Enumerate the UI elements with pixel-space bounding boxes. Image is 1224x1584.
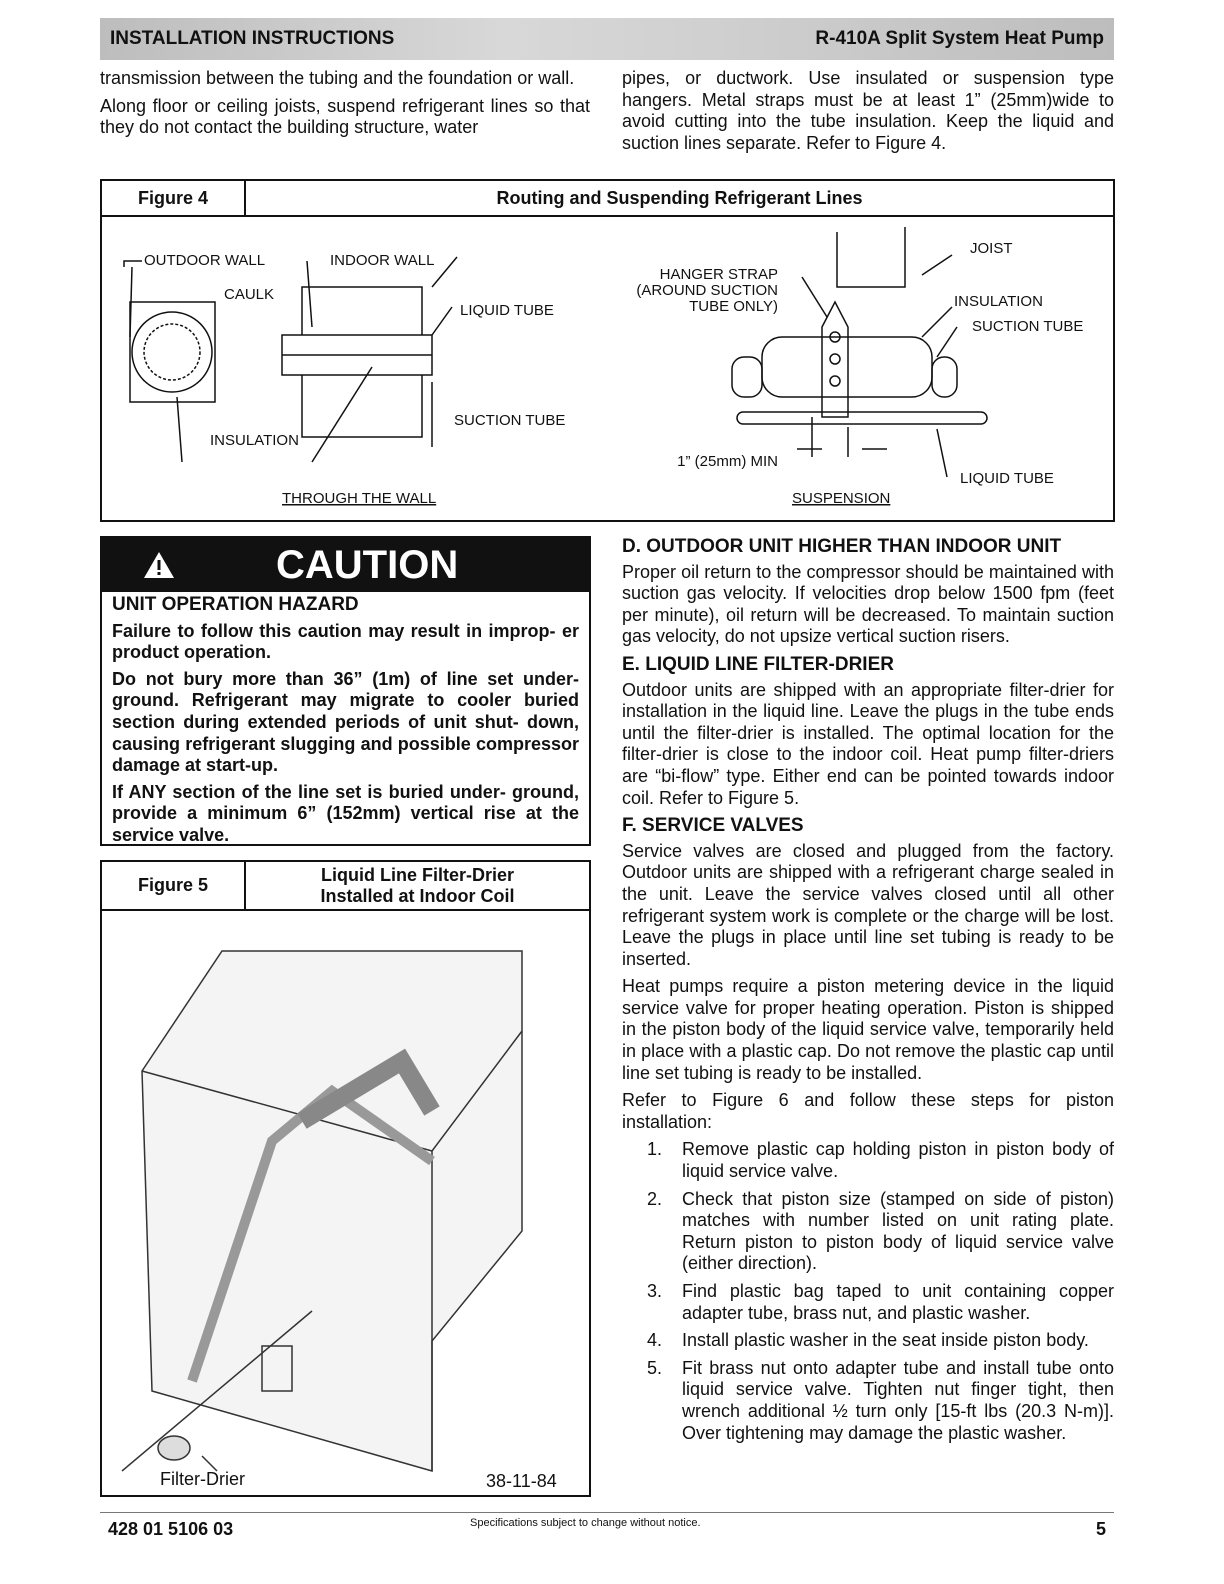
suspension-drawing [636,227,1083,507]
list-item: 4. Install plastic washer in the seat inside piston body. [646,1330,1089,1351]
figure-4 [100,179,1115,522]
page-footer [100,1512,1114,1539]
label-hanger-strap: HANGER STRAP [659,266,778,283]
intro-left [100,68,590,145]
caution-text: Failure to follow this caution may result in improp- er product operation. [112,620,579,663]
footer-notice: Specifications subject to change without notice. [470,1517,701,1529]
page-number: 5 [1095,1519,1106,1539]
header-left: INSTALLATION INSTRUCTIONS [110,28,395,49]
intro-right [622,68,1114,160]
label-liquid-tube: LIQUID TUBE [460,302,554,319]
figure-title: Routing and Suspending Refrigerant Lines [496,187,863,208]
heading-f: F. SERVICE VALVES [622,815,804,837]
paragraph: Outdoor units are shipped with an appropriate filter-drier for installation in the liquid line. Leave the plugs in the tube ends until the filter-drier is installed. The optimal location for the filter-drier is close to the indoor coil. Heat pump filter-driers are “bi-flow” type. Either end can be pointed towards indoor coil. Refer to Figure 5. [622,679,1114,808]
list-item: 5. Fit brass nut onto adapter tube and install tube onto liquid service valve. Tighten nut finger tight, then wrench additional ½ turn only [15-ft lbs (20.3 N-m)]. Over tightening may damage the plastic washer. [646,1357,1114,1443]
label-outdoor-wall: OUTDOOR WALL [144,252,266,269]
caution-text: Do not bury more than 36” (1m) of line set under- ground. Refrigerant may migrate to cooler buried section during extended periods of unit shut- down, causing refrigerant slugging and possible compressor damage at start-up. [112,668,579,776]
figure-title-2: Installed at Indoor Coil [320,885,515,906]
caution-box [100,536,591,846]
caption-suspension: SUSPENSION [792,490,891,507]
label-caulk: CAULK [224,286,275,303]
caution-title: CAUTION [276,542,459,587]
page-header [100,18,1114,60]
label-hanger-strap-3: TUBE ONLY) [689,298,778,315]
paragraph: Heat pumps require a piston metering device in the liquid service valve for proper heating operation. Piston is shipped in the piston body of the liquid service valve, temporarily held in place with a plastic cap. Do not remove the plastic cap until line set tubing is ready to be installed. [622,976,1114,1083]
label-suction-tube: SUCTION TUBE [972,318,1084,335]
label-min-width: 1” (25mm) MIN [677,453,778,470]
figure-code: 38-11-84 [486,1471,557,1491]
list-item: 1. Remove plastic cap holding piston in piston body of liquid service valve. [646,1139,1114,1182]
figure-label: Figure 5 [102,862,246,909]
paragraph: transmission between the tubing and the foundation or wall. [100,68,575,88]
list-item: 3. Find plastic bag taped to unit containing copper adapter tube, brass nut, and plastic washer. [646,1281,1114,1323]
right-column [622,532,1114,1450]
figure-5 [100,860,591,1497]
indoor-coil-illustration [102,911,589,1495]
label-insulation: INSULATION [954,293,1043,310]
paragraph: pipes, or ductwork. Use insulated or suspension type hangers. Metal straps must be at least 1” (25mm)wide to avoid cutting into the tube insulation. Keep the liquid and suction lines separate. Refer to Figure 4. [622,68,1114,153]
label-liquid-tube: LIQUID TUBE [960,470,1054,487]
header-right: R-410A Split System Heat Pump [815,28,1104,49]
paragraph: Proper oil return to the compressor should be maintained with suction gas velocity. If velocities drop below 1500 fpm (feet per minute), oil return will be decreased. To maintain suction gas velocity, do not upsize vertical suction risers. [622,561,1114,647]
list-item: 2. Check that piston size (stamped on side of piston) matches with number listed on unit rating plate. Return piston to piston body of liquid service valve (either direction). [646,1188,1114,1274]
figure-title-1: Liquid Line Filter-Drier [320,864,514,885]
label-suction-tube: SUCTION TUBE [454,412,566,429]
routing-diagram [102,217,1113,520]
piston-steps [622,1139,1114,1444]
label-joist: JOIST [970,240,1013,257]
hazard-title: UNIT OPERATION HAZARD [112,594,359,615]
heading-e: E. LIQUID LINE FILTER-DRIER [622,653,894,675]
caption-through-wall: THROUGH THE WALL [282,490,437,507]
paragraph: Refer to Figure 6 and follow these steps for piston installation: [622,1090,1114,1132]
figure-label: Figure 4 [102,181,246,215]
heading-d: D. OUTDOOR UNIT HIGHER THAN INDOOR UNIT [622,536,1062,557]
label-indoor-wall: INDOOR WALL [330,252,435,269]
doc-number: 428 01 5106 03 [108,1519,234,1539]
warning-triangle-icon [142,550,176,580]
paragraph: Along floor or ceiling joists, suspend refrigerant lines so that they do not contact the building structure, water [100,95,590,138]
caution-text: If ANY section of the line set is buried under- ground, provide a minimum 6” (152mm) vertical rise at the service valve. [112,781,579,845]
filter-drier-callout: Filter-Drier [160,1469,245,1489]
label-hanger-strap-2: (AROUND SUCTION [636,282,778,299]
through-wall-drawing [124,252,565,507]
paragraph: Service valves are closed and plugged from the factory. Outdoor units are shipped with a refrigerant charge sealed in the unit. Leave the service valves closed until all other refrigerant system work is complete or the charge will be lost. Leave the plugs in place until line set tubing is ready to be inserted. [622,840,1114,969]
label-insulation: INSULATION [210,432,299,449]
